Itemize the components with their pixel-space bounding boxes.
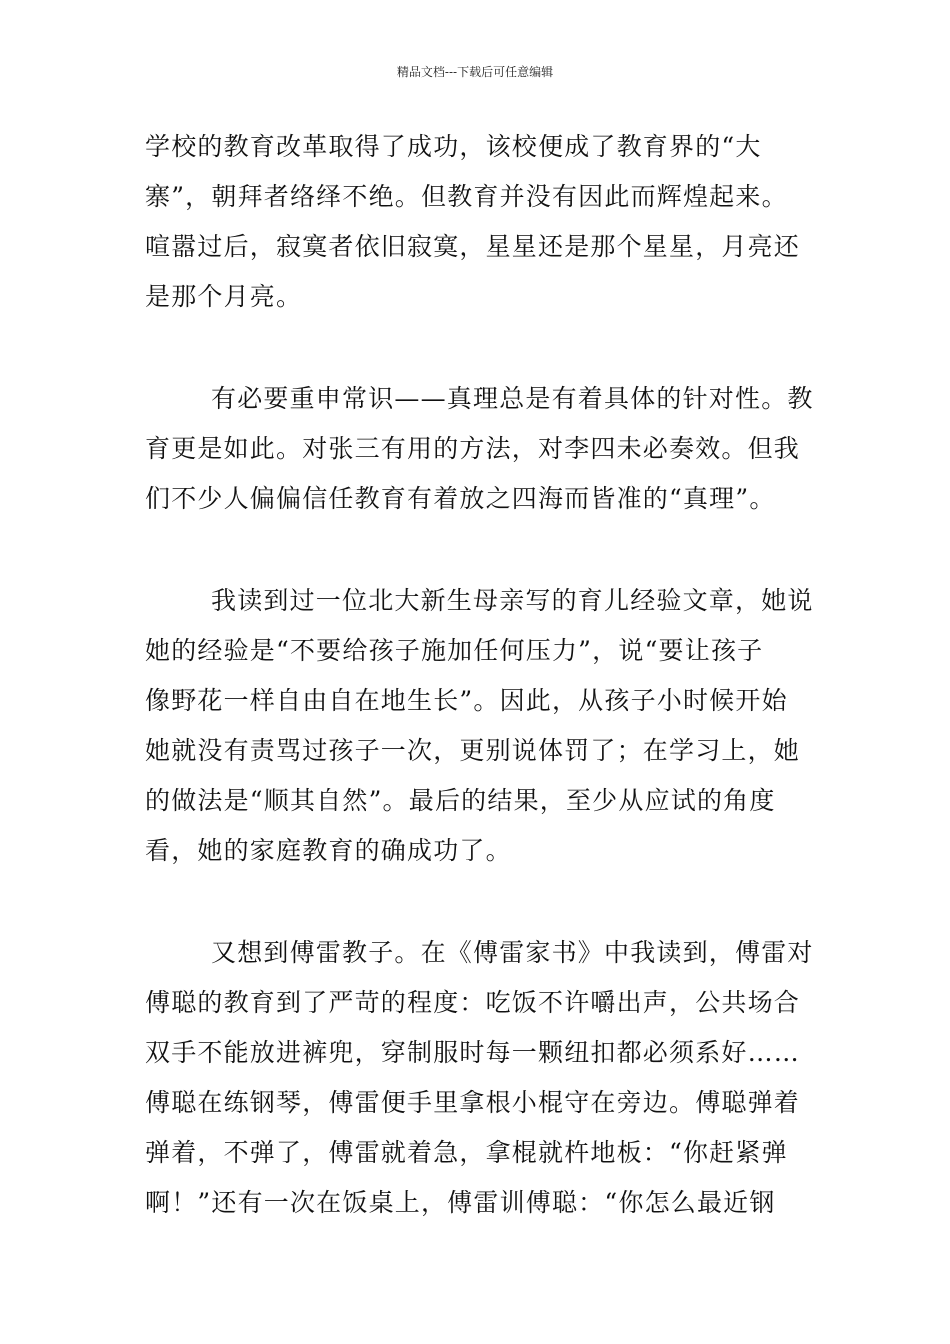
paragraph-line: 育更是如此。对张三有用的方法，对李四未必奏效。但我 [145,434,801,463]
paragraph-line: 又想到傅雷教子。在《傅雷家书》中我读到，傅雷对 [211,938,814,967]
paragraph-line: 们不少人偏偏信任教育有着放之四海而皆准的“真理”。 [145,484,776,513]
paragraph-line: 喧嚣过后，寂寞者依旧寂寞，星星还是那个星星，月亮还 [145,232,801,261]
paragraph-line: 学校的教育改革取得了成功，该校便成了教育界的“大 [145,132,762,161]
paragraph-line: 弹着，不弹了，傅雷就着急，拿棍就杵地板：“你赶紧弹 [145,1138,788,1167]
paragraph-2 [145,374,814,524]
paragraph-line: 傅聪的教育到了严苛的程度：吃饭不许嚼出声，公共场合 [145,988,801,1017]
paragraph-4 [145,928,814,1228]
paragraph-line: 傅聪在练钢琴，傅雷便手里拿根小棍守在旁边。傅聪弹着 [145,1088,801,1117]
paragraph-line: 是那个月亮。 [145,282,303,311]
paragraph-3 [145,576,814,876]
paragraph-line: 双手不能放进裤兜，穿制服时每一颗纽扣都必须系好…… [145,1038,801,1067]
paragraph-line: 像野花一样自由自在地生长”。因此，从孩子小时候开始 [145,686,788,715]
paragraph-line: 啊！”还有一次在饭桌上，傅雷训傅聪：“你怎么最近钢 [145,1188,776,1217]
paragraph-spacer [145,524,807,576]
paragraph-line: 我读到过一位北大新生母亲写的育儿经验文章，她说 [211,586,814,615]
page-header: 精品文档---下载后可任意编辑 [396,65,554,79]
paragraph-1 [145,122,807,322]
document-body [145,122,814,1228]
paragraph-line: 她的经验是“不要给孩子施加任何压力”，说“要让孩子 [145,636,764,665]
paragraph-line: 寨”，朝拜者络绎不绝。但教育并没有因此而辉煌起来。 [145,182,788,211]
paragraph-line: 她就没有责骂过孩子一次，更别说体罚了；在学习上，她 [145,736,801,765]
paragraph-line: 的做法是“顺其自然”。最后的结果，至少从应试的角度 [145,786,776,815]
paragraph-line: 有必要重申常识——真理总是有着具体的针对性。教 [211,384,814,413]
paragraph-line: 看，她的家庭教育的确成功了。 [145,836,512,865]
paragraph-spacer [145,322,807,374]
paragraph-spacer [145,876,807,928]
